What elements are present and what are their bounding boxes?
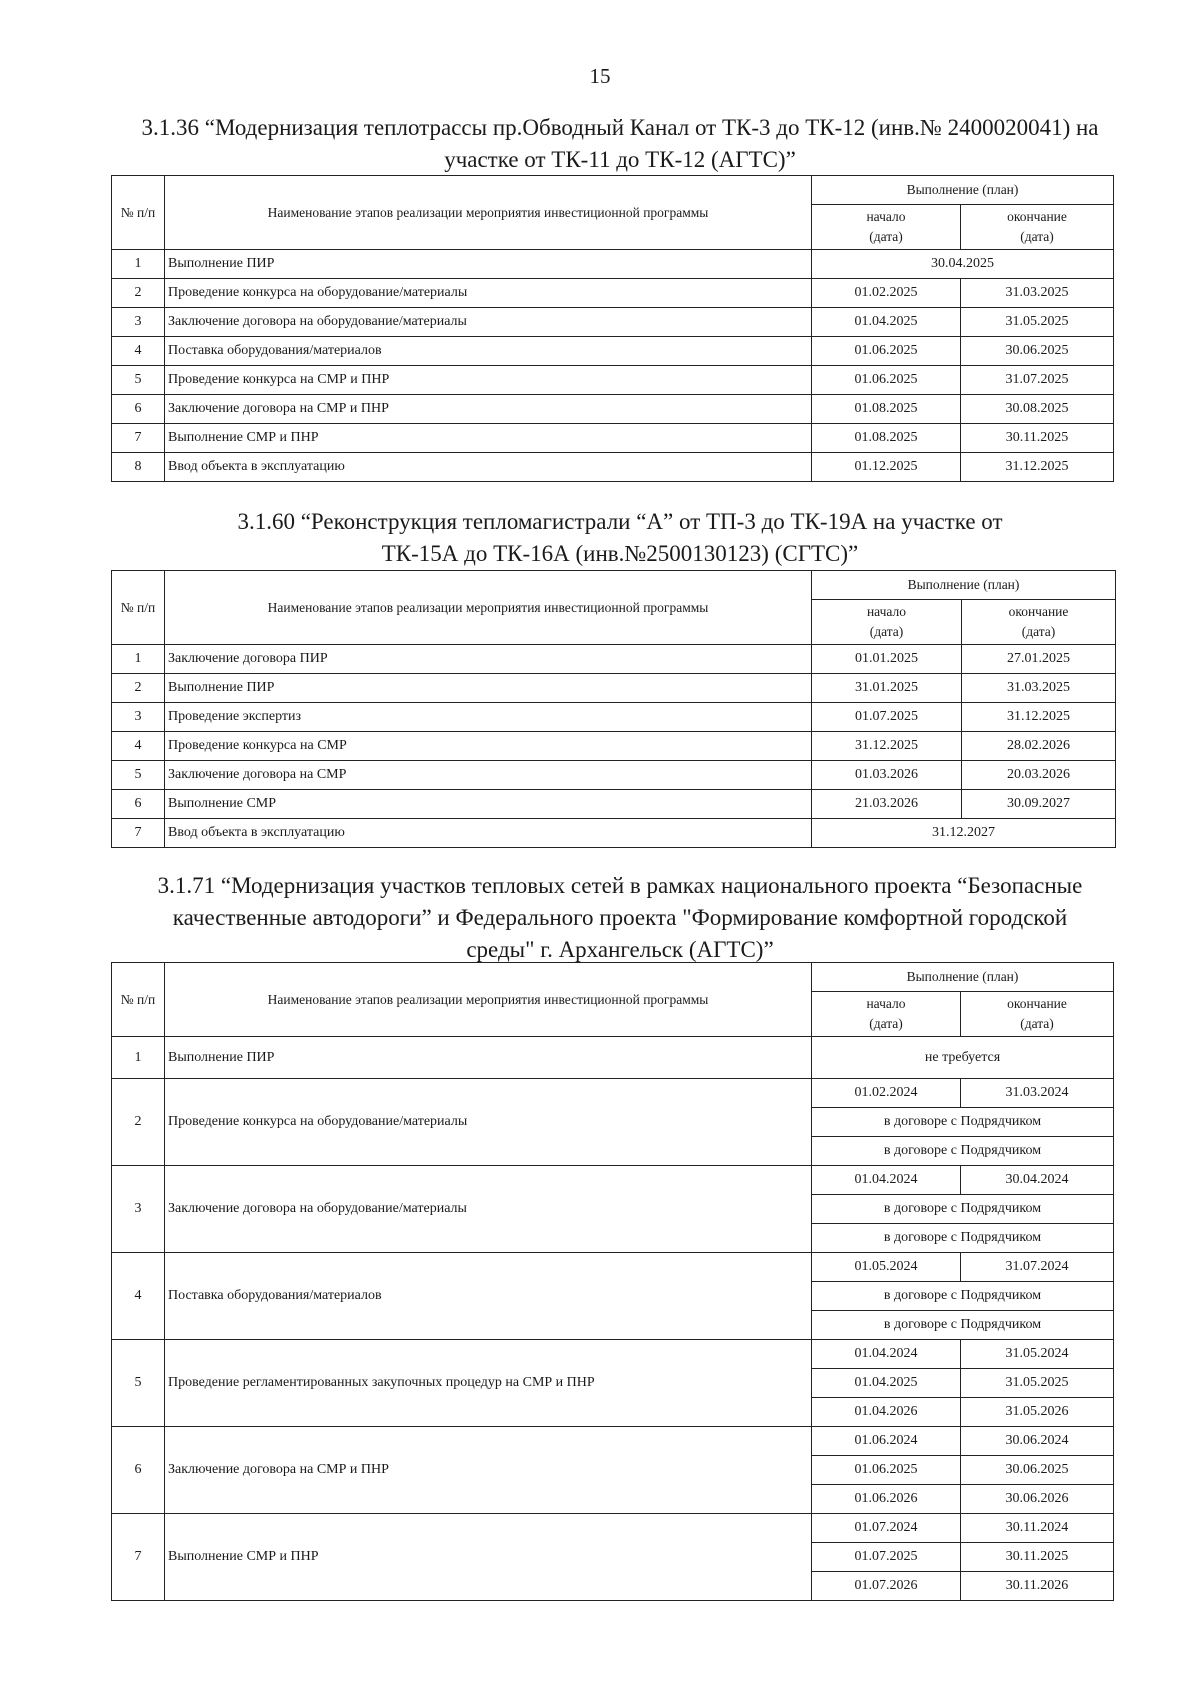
table-cell: 01.02.2025 (812, 279, 961, 308)
table-cell: 30.06.2025 (961, 1456, 1114, 1485)
table-row (112, 337, 1114, 366)
table-cell: 31.07.2025 (961, 366, 1114, 395)
table-cell: Выполнение СМР и ПНР (165, 424, 812, 453)
table-cell: Проведение конкурса на оборудование/материалы (165, 1079, 812, 1166)
table-row (112, 250, 1114, 279)
table-row (112, 1253, 1114, 1282)
table-cell: 30.04.2024 (961, 1166, 1114, 1195)
table-cell: в договоре с Подрядчиком (812, 1195, 1114, 1224)
table-cell: 3 (112, 308, 165, 337)
table-row (112, 732, 1116, 761)
section-3-title-line-1: 3.1.71 “Модернизация участков тепловых сетей в рамках национального проекта “Безопасные (157, 873, 1083, 898)
table-cell: в договоре с Подрядчиком (812, 1137, 1114, 1166)
table-row (112, 645, 1116, 674)
table-cell: Проведение экспертиз (165, 703, 812, 732)
table-cell: 21.03.2026 (812, 790, 962, 819)
table-cell: Поставка оборудования/материалов (165, 337, 812, 366)
header-start: начало (дата) (812, 205, 961, 250)
table-cell: 01.01.2025 (812, 645, 962, 674)
table-row (112, 674, 1116, 703)
table-cell: 6 (112, 395, 165, 424)
table-cell: 01.04.2024 (812, 1340, 961, 1369)
table-cell: 3 (112, 703, 165, 732)
table-cell: 7 (112, 819, 165, 848)
table-row (112, 1166, 1114, 1195)
table-cell: 1 (112, 250, 165, 279)
table-cell: 31.12.2025 (961, 453, 1114, 482)
table-cell: Заключение договора на оборудование/материалы (165, 308, 812, 337)
table-cell: 4 (112, 732, 165, 761)
table-cell: 01.07.2025 (812, 703, 962, 732)
section-3-title-line-2: качественные автодороги” и Федерального проекта "Формирование комфортной городской (172, 905, 1068, 930)
table-cell: в договоре с Подрядчиком (812, 1282, 1114, 1311)
table-cell: Заключение договора на СМР и ПНР (165, 395, 812, 424)
table-cell: 31.03.2025 (962, 674, 1116, 703)
header-plan: Выполнение (план) (812, 571, 1116, 600)
header-num: № п/п (112, 176, 165, 250)
table-cell: Проведение конкурса на оборудование/материалы (165, 279, 812, 308)
table-cell: Выполнение ПИР (165, 674, 812, 703)
section-2-title-line-2: ТК-15А до ТК-16А (инв.№2500130123) (СГТС)” (381, 541, 859, 566)
table-row (112, 790, 1116, 819)
table-subrow (112, 571, 1116, 600)
table-cell: 5 (112, 761, 165, 790)
table-cell: 01.07.2024 (812, 1514, 961, 1543)
header-start: начало (дата) (812, 992, 961, 1037)
table-cell: 01.02.2024 (812, 1079, 961, 1108)
table-cell: 1 (112, 645, 165, 674)
header-end: окончание (дата) (961, 992, 1114, 1037)
table-cell: 2 (112, 674, 165, 703)
table-cell: 27.01.2025 (962, 645, 1116, 674)
header-plan: Выполнение (план) (812, 176, 1114, 205)
table-cell: 01.04.2025 (812, 308, 961, 337)
section-1-title-line-2: участке от ТК-11 до ТК-12 (АГТС)” (444, 147, 796, 172)
table-cell: 01.08.2025 (812, 395, 961, 424)
header-name: Наименование этапов реализации мероприятия инвестиционной программы (165, 571, 812, 645)
section-3-table (111, 962, 1114, 1601)
table-cell: 30.06.2025 (961, 337, 1114, 366)
header-num: № п/п (112, 963, 165, 1037)
table-cell: 5 (112, 1340, 165, 1427)
header-num: № п/п (112, 571, 165, 645)
table-row (112, 761, 1116, 790)
table-cell: Выполнение СМР и ПНР (165, 1514, 812, 1601)
header-name: Наименование этапов реализации мероприятия инвестиционной программы (165, 963, 812, 1037)
table-cell: Заключение договора ПИР (165, 645, 812, 674)
table-cell: 6 (112, 1427, 165, 1514)
table-row (112, 395, 1114, 424)
table-row (112, 366, 1114, 395)
section-2-table (111, 570, 1116, 848)
table-cell: 4 (112, 1253, 165, 1340)
table-cell: 30.04.2025 (812, 250, 1114, 279)
table-cell: Проведение конкурса на СМР и ПНР (165, 366, 812, 395)
table-row (112, 424, 1114, 453)
table-cell: 01.06.2025 (812, 1456, 961, 1485)
table-cell: 31.01.2025 (812, 674, 962, 703)
table-cell: 6 (112, 790, 165, 819)
table-cell: 4 (112, 337, 165, 366)
table-cell: 01.06.2025 (812, 366, 961, 395)
table-cell: 3 (112, 1166, 165, 1253)
table-row (112, 819, 1116, 848)
table-row (112, 1079, 1114, 1108)
table-cell: в договоре с Подрядчиком (812, 1311, 1114, 1340)
section-1-title-line-1: 3.1.36 “Модернизация теплотрассы пр.Обводный Канал от ТК-3 до ТК-12 (инв.№ 2400020041) на (141, 115, 1099, 140)
table-cell: 8 (112, 453, 165, 482)
table-cell: 31.03.2025 (961, 279, 1114, 308)
table-cell: 01.12.2025 (812, 453, 961, 482)
table-cell: 01.04.2024 (812, 1166, 961, 1195)
table-cell: Заключение договора на оборудование/материалы (165, 1166, 812, 1253)
table-cell: 7 (112, 424, 165, 453)
table-row (112, 1427, 1114, 1456)
table-cell: 01.03.2026 (812, 761, 962, 790)
table-cell: Ввод объекта в эксплуатацию (165, 819, 812, 848)
table-cell: Выполнение ПИР (165, 1037, 812, 1079)
table-cell: Ввод объекта в эксплуатацию (165, 453, 812, 482)
table-row (112, 279, 1114, 308)
table-cell: 31.12.2025 (812, 732, 962, 761)
table-cell: Выполнение ПИР (165, 250, 812, 279)
table-row (112, 1514, 1114, 1543)
table-cell: 30.08.2025 (961, 395, 1114, 424)
table-row (112, 703, 1116, 732)
table-row (112, 1340, 1114, 1369)
section-3-title-line-3: среды" г. Архангельск (АГТС)” (466, 937, 774, 962)
table-cell: Выполнение СМР (165, 790, 812, 819)
table-cell: 30.11.2025 (961, 1543, 1114, 1572)
table-cell: 5 (112, 366, 165, 395)
table-cell: 31.05.2026 (961, 1398, 1114, 1427)
table-subrow (112, 176, 1114, 205)
table-cell: 01.07.2025 (812, 1543, 961, 1572)
header-end: окончание (дата) (961, 205, 1114, 250)
table-cell: 30.06.2024 (961, 1427, 1114, 1456)
table-cell: 01.06.2026 (812, 1485, 961, 1514)
header-name: Наименование этапов реализации мероприятия инвестиционной программы (165, 176, 812, 250)
section-3-title (100, 870, 1140, 966)
table-cell: 01.06.2024 (812, 1427, 961, 1456)
header-plan: Выполнение (план) (812, 963, 1114, 992)
table-cell: Заключение договора на СМР (165, 761, 812, 790)
table-cell: 01.06.2025 (812, 337, 961, 366)
section-2-title-line-1: 3.1.60 “Реконструкция тепломагистрали “А” от ТП-3 до ТК-19А на участке от (237, 509, 1003, 534)
table-cell: 7 (112, 1514, 165, 1601)
table-cell: 31.12.2025 (962, 703, 1116, 732)
table-cell: 01.08.2025 (812, 424, 961, 453)
page-number: 15 (589, 64, 611, 88)
table-cell: 01.04.2026 (812, 1398, 961, 1427)
table-cell: 28.02.2026 (962, 732, 1116, 761)
section-1-title (100, 112, 1140, 176)
table-cell: Поставка оборудования/материалов (165, 1253, 812, 1340)
table-cell: 30.09.2027 (962, 790, 1116, 819)
table-cell: 30.06.2026 (961, 1485, 1114, 1514)
table-cell: в договоре с Подрядчиком (812, 1224, 1114, 1253)
table-cell: 01.05.2024 (812, 1253, 961, 1282)
table-cell: 30.11.2024 (961, 1514, 1114, 1543)
header-end: окончание (дата) (962, 600, 1116, 645)
table-cell: не требуется (812, 1037, 1114, 1079)
table-cell: 30.11.2026 (961, 1572, 1114, 1601)
table-cell: 20.03.2026 (962, 761, 1116, 790)
table-cell: 2 (112, 279, 165, 308)
table-cell: 31.05.2025 (961, 308, 1114, 337)
table-subrow (112, 963, 1114, 992)
table-row (112, 1037, 1114, 1079)
table-cell: 30.11.2025 (961, 424, 1114, 453)
table-cell: 01.04.2025 (812, 1369, 961, 1398)
table-cell: в договоре с Подрядчиком (812, 1108, 1114, 1137)
table-cell: 31.05.2024 (961, 1340, 1114, 1369)
table-cell: 31.12.2027 (812, 819, 1116, 848)
table-cell: 31.07.2024 (961, 1253, 1114, 1282)
table-cell: Заключение договора на СМР и ПНР (165, 1427, 812, 1514)
table-cell: 01.07.2026 (812, 1572, 961, 1601)
header-start: начало (дата) (812, 600, 962, 645)
table-cell: 1 (112, 1037, 165, 1079)
table-cell: 31.05.2025 (961, 1369, 1114, 1398)
section-1-table (111, 175, 1114, 482)
table-cell: Проведение конкурса на СМР (165, 732, 812, 761)
table-row (112, 453, 1114, 482)
table-cell: Проведение регламентированных закупочных процедур на СМР и ПНР (165, 1340, 812, 1427)
table-cell: 2 (112, 1079, 165, 1166)
section-2-title (100, 506, 1140, 570)
table-cell: 31.03.2024 (961, 1079, 1114, 1108)
table-row (112, 308, 1114, 337)
